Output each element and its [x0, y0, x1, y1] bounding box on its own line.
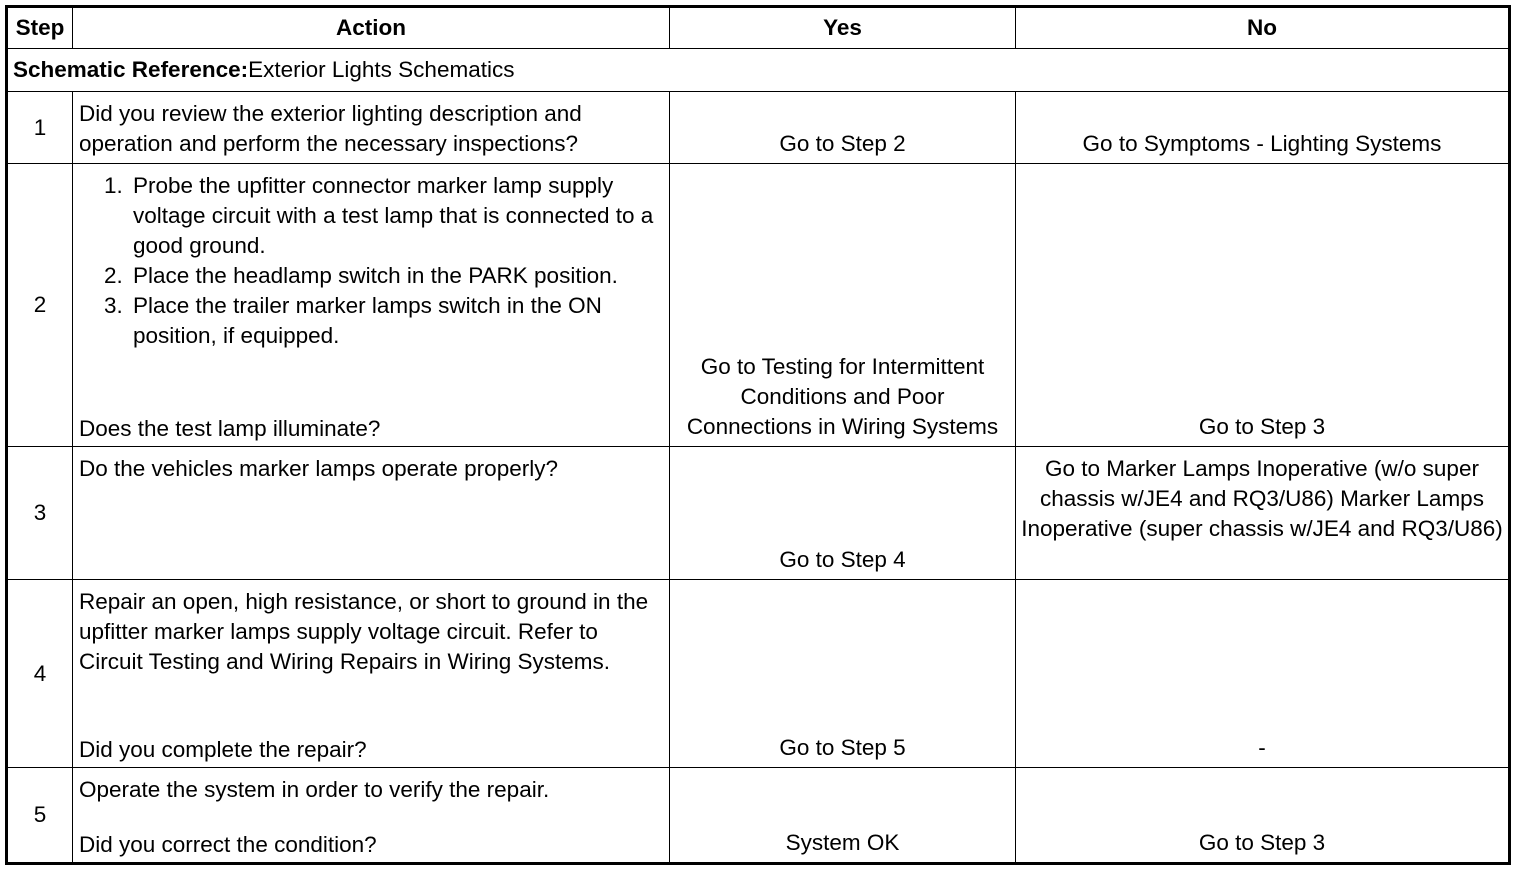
- action-text: Operate the system in order to verify the repair.: [79, 777, 550, 802]
- step-number: 5: [7, 768, 73, 864]
- action-text: Did you review the exterior lighting description and operation and perform the necessary inspections?: [73, 92, 670, 164]
- yes-result[interactable]: Go to Step 5: [670, 580, 1016, 768]
- yes-result: System OK: [670, 768, 1016, 864]
- action-text: Do the vehicles marker lamps operate properly?: [73, 447, 670, 580]
- table-row: [7, 447, 1510, 580]
- action-question: Did you correct the condition?: [79, 832, 377, 857]
- list-item: 1. Probe the upfitter connector marker lamp supply voltage circuit with a test lamp that is connected to a good ground.: [129, 171, 663, 261]
- no-result[interactable]: Go to Marker Lamps Inoperative (w/o super chassis w/JE4 and RQ3/U86) Marker Lamps Inoperative (super chassis w/JE4 and RQ3/U86): [1016, 447, 1510, 580]
- schematic-label: Schematic Reference:: [13, 57, 249, 82]
- table-row: [7, 164, 1510, 447]
- action-question: Did you complete the repair?: [79, 737, 367, 762]
- table-row: [7, 92, 1510, 164]
- yes-result[interactable]: Go to Step 2: [670, 92, 1016, 164]
- step-number: 2: [7, 164, 73, 447]
- schematic-reference: [7, 49, 1510, 92]
- header-step: Step: [7, 7, 73, 49]
- no-result: -: [1016, 580, 1510, 768]
- header-row: [7, 7, 1510, 49]
- action-question: Does the test lamp illuminate?: [79, 416, 381, 441]
- list-item: 2. Place the headlamp switch in the PARK position.: [129, 261, 663, 291]
- step-number: 3: [7, 447, 73, 580]
- list-item: 3. Place the trailer marker lamps switch in the ON position, if equipped.: [129, 291, 663, 351]
- schematic-link[interactable]: Exterior Lights Schematics: [248, 57, 515, 82]
- action-cell: [73, 164, 670, 447]
- step-number: 1: [7, 92, 73, 164]
- no-result[interactable]: Go to Step 3: [1016, 164, 1510, 447]
- no-result[interactable]: Go to Step 3: [1016, 768, 1510, 864]
- yes-result[interactable]: Go to Step 4: [670, 447, 1016, 580]
- no-result[interactable]: Go to Symptoms - Lighting Systems: [1016, 92, 1510, 164]
- header-yes: Yes: [670, 7, 1016, 49]
- header-action: Action: [73, 7, 670, 49]
- action-text: Repair an open, high resistance, or short to ground in the upfitter marker lamps supply voltage circuit. Refer to Circuit Testing and Wiring Repairs in Wiring Systems.: [79, 589, 649, 674]
- table-row: [7, 580, 1510, 768]
- action-cell: [73, 580, 670, 768]
- action-cell: [73, 768, 670, 864]
- header-no: No: [1016, 7, 1510, 49]
- schematic-row: [7, 49, 1510, 92]
- table-row: [7, 768, 1510, 864]
- diagnostic-table: [5, 5, 1511, 865]
- yes-result[interactable]: Go to Testing for Intermittent Conditions and Poor Connections in Wiring Systems: [670, 164, 1016, 447]
- action-steps-list: [79, 171, 663, 351]
- step-number: 4: [7, 580, 73, 768]
